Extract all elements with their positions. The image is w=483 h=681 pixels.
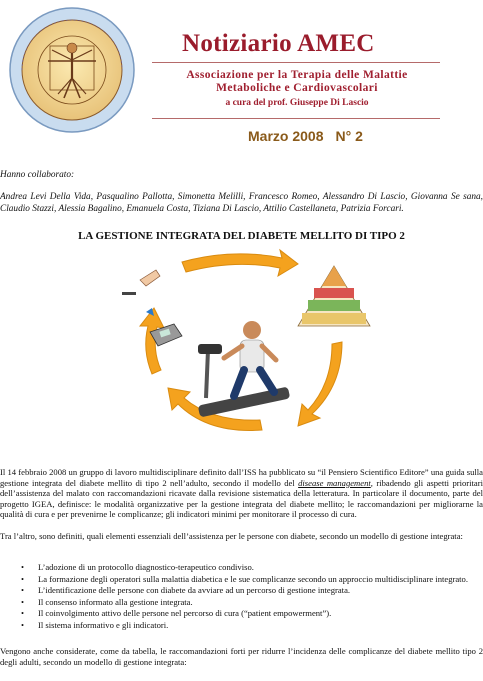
organization-line-1: Associazione per la Terapia delle Malattie	[186, 69, 408, 81]
curated-by: a cura del prof. Giuseppe Di Lascio	[225, 98, 369, 108]
organization-line-2: Metaboliche e Cardiovascolari	[216, 82, 378, 94]
issue-number: N° 2	[335, 128, 363, 144]
list-item: • La formazione degli operatori sulla malattia diabetica e le sue complicanze secondo un approccio multidisciplinare integrato.	[0, 574, 483, 585]
integrated-care-illustration	[112, 246, 402, 442]
article-paragraph-3: Vengono anche considerate, come da tabella, le raccomandazioni forti per ridurre l’incidenza delle complicanze del diabete mellito tipo 2 degli adulti, secondo un modello di gestione integrata:	[0, 646, 483, 667]
glucometer-icon	[122, 270, 182, 346]
newsletter-title: Notiziario AMEC	[182, 30, 375, 57]
collaborators-label: Hanno collaborato:	[0, 170, 75, 180]
issue-info	[248, 128, 363, 144]
article-paragraph-2: Tra l’altro, sono definiti, quali elementi essenziali dell’assistenza per le persone con diabete, secondo un modello di gestione integrata:	[0, 531, 463, 541]
list-item: • Il consenso informato alla gestione integrata.	[0, 597, 483, 608]
amec-logo	[8, 6, 136, 134]
header-rule-top	[152, 62, 440, 63]
article-heading: LA GESTIONE INTEGRATA DEL DIABETE MELLITO DI TIPO 2	[78, 230, 405, 242]
list-item: • Il sistema informativo e gli indicatori.	[0, 620, 483, 631]
essential-elements-list	[0, 562, 483, 632]
food-pyramid-icon	[298, 266, 370, 326]
article-paragraph-1	[0, 467, 483, 520]
organization-name	[150, 69, 444, 95]
paragraph-1-text-b: , ribadendo gli aspetti prioritari dell’assistenza del malato con raccomandazioni ricavate dalla revisione sistematica della letteratura. In particolare il documento, parte del progetto IGEA, definisce: le modalità organizzative per la gestione integrata del diabete mellito; le raccomandazioni per migliorarne la qualità di cura e per prevenirne le complicanze; gli indicatori minimi per monitorare il processo di cura.	[0, 477, 483, 520]
list-item: • L’identificazione delle persone con diabete da avviare ad un percorso di gestione integrata.	[0, 585, 483, 596]
issue-date: Marzo 2008	[248, 128, 324, 144]
disease-management-term: disease management	[298, 477, 371, 488]
header-rule-bottom	[152, 118, 440, 119]
newsletter-header	[0, 0, 483, 158]
list-item: • L’adozione di un protocollo diagnostico-terapeutico condiviso.	[0, 562, 483, 573]
list-item: • Il coinvolgimento attivo delle persone nel percorso di cura (“patient empowerment”).	[0, 608, 483, 619]
collaborators-names: Andrea Levi Della Vida, Pasqualino Pallotta, Simonetta Melilli, Francesco Romeo, Alessandro Di Lascio, Giovanna Se sana, Claudio Stazzi, Alessia Bagalino, Emanuela Costa, Tiziana Di Lascio, Attilio Castellaneta, Patrizia Forcari.	[0, 192, 483, 214]
treadmill-runner-icon	[198, 321, 290, 417]
paragraph-1-text-a: Il 14 febbraio 2008 un gruppo di lavoro multidisciplinare definito dall’ISS ha pubblicato su “il Pensiero Scientifico Editore” una guida sulla gestione integrata del diabete mellito di tipo 2 nell’adulto, secondo il modello del	[0, 467, 483, 488]
